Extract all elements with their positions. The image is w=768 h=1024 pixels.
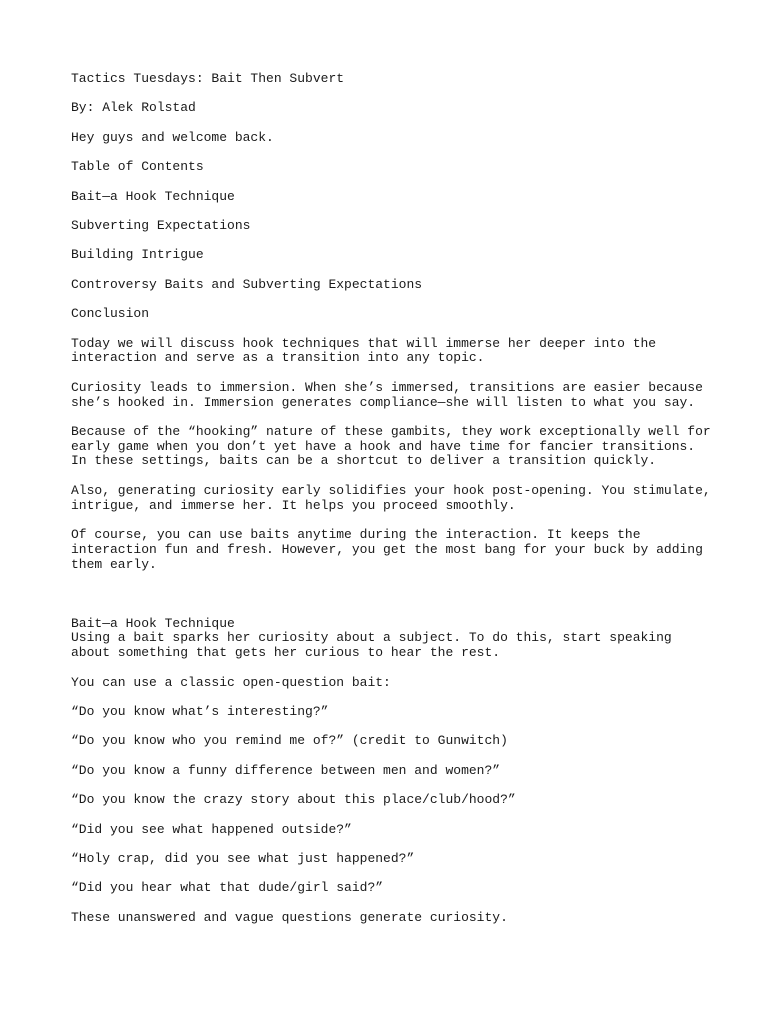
toc-item: Controversy Baits and Subverting Expectations [71, 276, 423, 292]
example-question: “Do you know who you remind me of?” (credit to Gunwitch) [71, 733, 508, 749]
greeting: Hey guys and welcome back. [71, 129, 274, 145]
document-body [71, 72, 711, 940]
toc-item: Building Intrigue [71, 247, 204, 263]
example-question: “Did you hear what that dude/girl said?” [71, 880, 384, 896]
example-question: “Do you know a funny difference between men and women?” [71, 762, 501, 778]
toc-item: Subverting Expectations [71, 217, 251, 233]
example-question: “Do you know what’s interesting?” [71, 704, 329, 720]
paragraph: Because of the “hooking” nature of these gambits, they work exceptionally well for early game when you don’t yet have a hook and have time for fancier transitions. In these settings, baits can be a shortcut to deliver a transition quickly. [71, 423, 711, 469]
paragraph: Curiosity leads to immersion. When she’s immersed, transitions are easier because she’s hooked in. Immersion generates compliance—she will listen to what you say. [71, 379, 703, 410]
paragraph: Also, generating curiosity early solidifies your hook post-opening. You stimulate, intrigue, and immerse her. It helps you proceed smoothly. [71, 482, 711, 513]
paragraph: Using a bait sparks her curiosity about a subject. To do this, start speaking about something that gets her curious to hear the rest. [71, 630, 672, 661]
section-spacer [71, 587, 711, 617]
toc-item: Bait—a Hook Technique [71, 188, 235, 204]
paragraph: These unanswered and vague questions generate curiosity. [71, 909, 508, 925]
example-question: “Do you know the crazy story about this place/club/hood?” [71, 792, 516, 808]
toc-heading: Table of Contents [71, 159, 204, 175]
paragraph: Today we will discuss hook techniques that will immerse her deeper into the interaction and serve as a transition into any topic. [71, 335, 657, 366]
example-question: “Did you see what happened outside?” [71, 821, 352, 837]
section-heading: Bait—a Hook Technique [71, 615, 235, 631]
example-question: “Holy crap, did you see what just happened?” [71, 850, 415, 866]
toc-item: Conclusion [71, 306, 150, 322]
paragraph: Of course, you can use baits anytime during the interaction. It keeps the interaction fun and fresh. However, you get the most bang for your buck by adding them early. [71, 527, 703, 572]
byline: By: Alek Rolstad [71, 100, 196, 116]
paragraph: You can use a classic open-question bait: [71, 674, 391, 690]
document-title: Tactics Tuesdays: Bait Then Subvert [71, 71, 345, 86]
